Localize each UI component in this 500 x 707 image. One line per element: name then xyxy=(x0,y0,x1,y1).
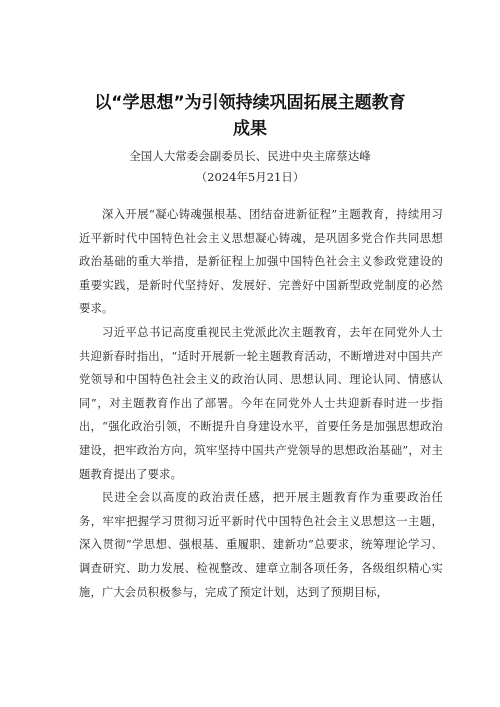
speech-date: （2024年5月21日） xyxy=(195,170,305,184)
document-title-line-1: 以“学思想”为引领持续巩固拓展主题教育 xyxy=(94,93,406,113)
paragraph-3: 民进全会以高度的政治责任感，把开展主题教育作为重要政治任务，牢牢把握学习贯彻习近平新时代中国特色社会主义思想这一主题，深入贯彻“学思想、强根基、重履职、建新功”总要求，统筹理论学习、调查研究、助力发展、检视整改、建章立制各项任务，各级组织精心实施，广大会员积极参与，完成了预定计划，达到了预期目标， xyxy=(79,491,443,599)
author-byline: 全国人大常委会副委员长、民进中央主席蔡达峰 xyxy=(129,149,371,163)
paragraph-2: 习近平总书记高度重视民主党派此次主题教育，去年在同党外人士共迎新春时指出，“适时开展新一轮主题教育活动，不断增进对中国共产党领导和中国特色社会主义的政治认同、思想认同、理论认同、情感认同”，对主题教育作出了部署。今年在同党外人士共迎新春时进一步指出，“强化政治引领，不断提升自身建设水平，首要任务是加强思想政治建设，把牢政治方向，筑牢坚持中国共产党领导的思想政治基础”，对主题教育提出了要求。 xyxy=(79,325,443,481)
document-title-line-2: 成果 xyxy=(233,119,267,139)
document-body xyxy=(79,203,443,604)
paragraph-1: 深入开展“凝心铸魂强根基、团结奋进新征程”主题教育，持续用习近平新时代中国特色社会主义思想凝心铸魂，是巩固多党合作共同思想政治基础的重大举措，是新征程上加强中国特色社会主义参政党建设的重要实践，是新时代坚持好、发展好、完善好中国新型政党制度的必然要求。 xyxy=(79,208,443,316)
